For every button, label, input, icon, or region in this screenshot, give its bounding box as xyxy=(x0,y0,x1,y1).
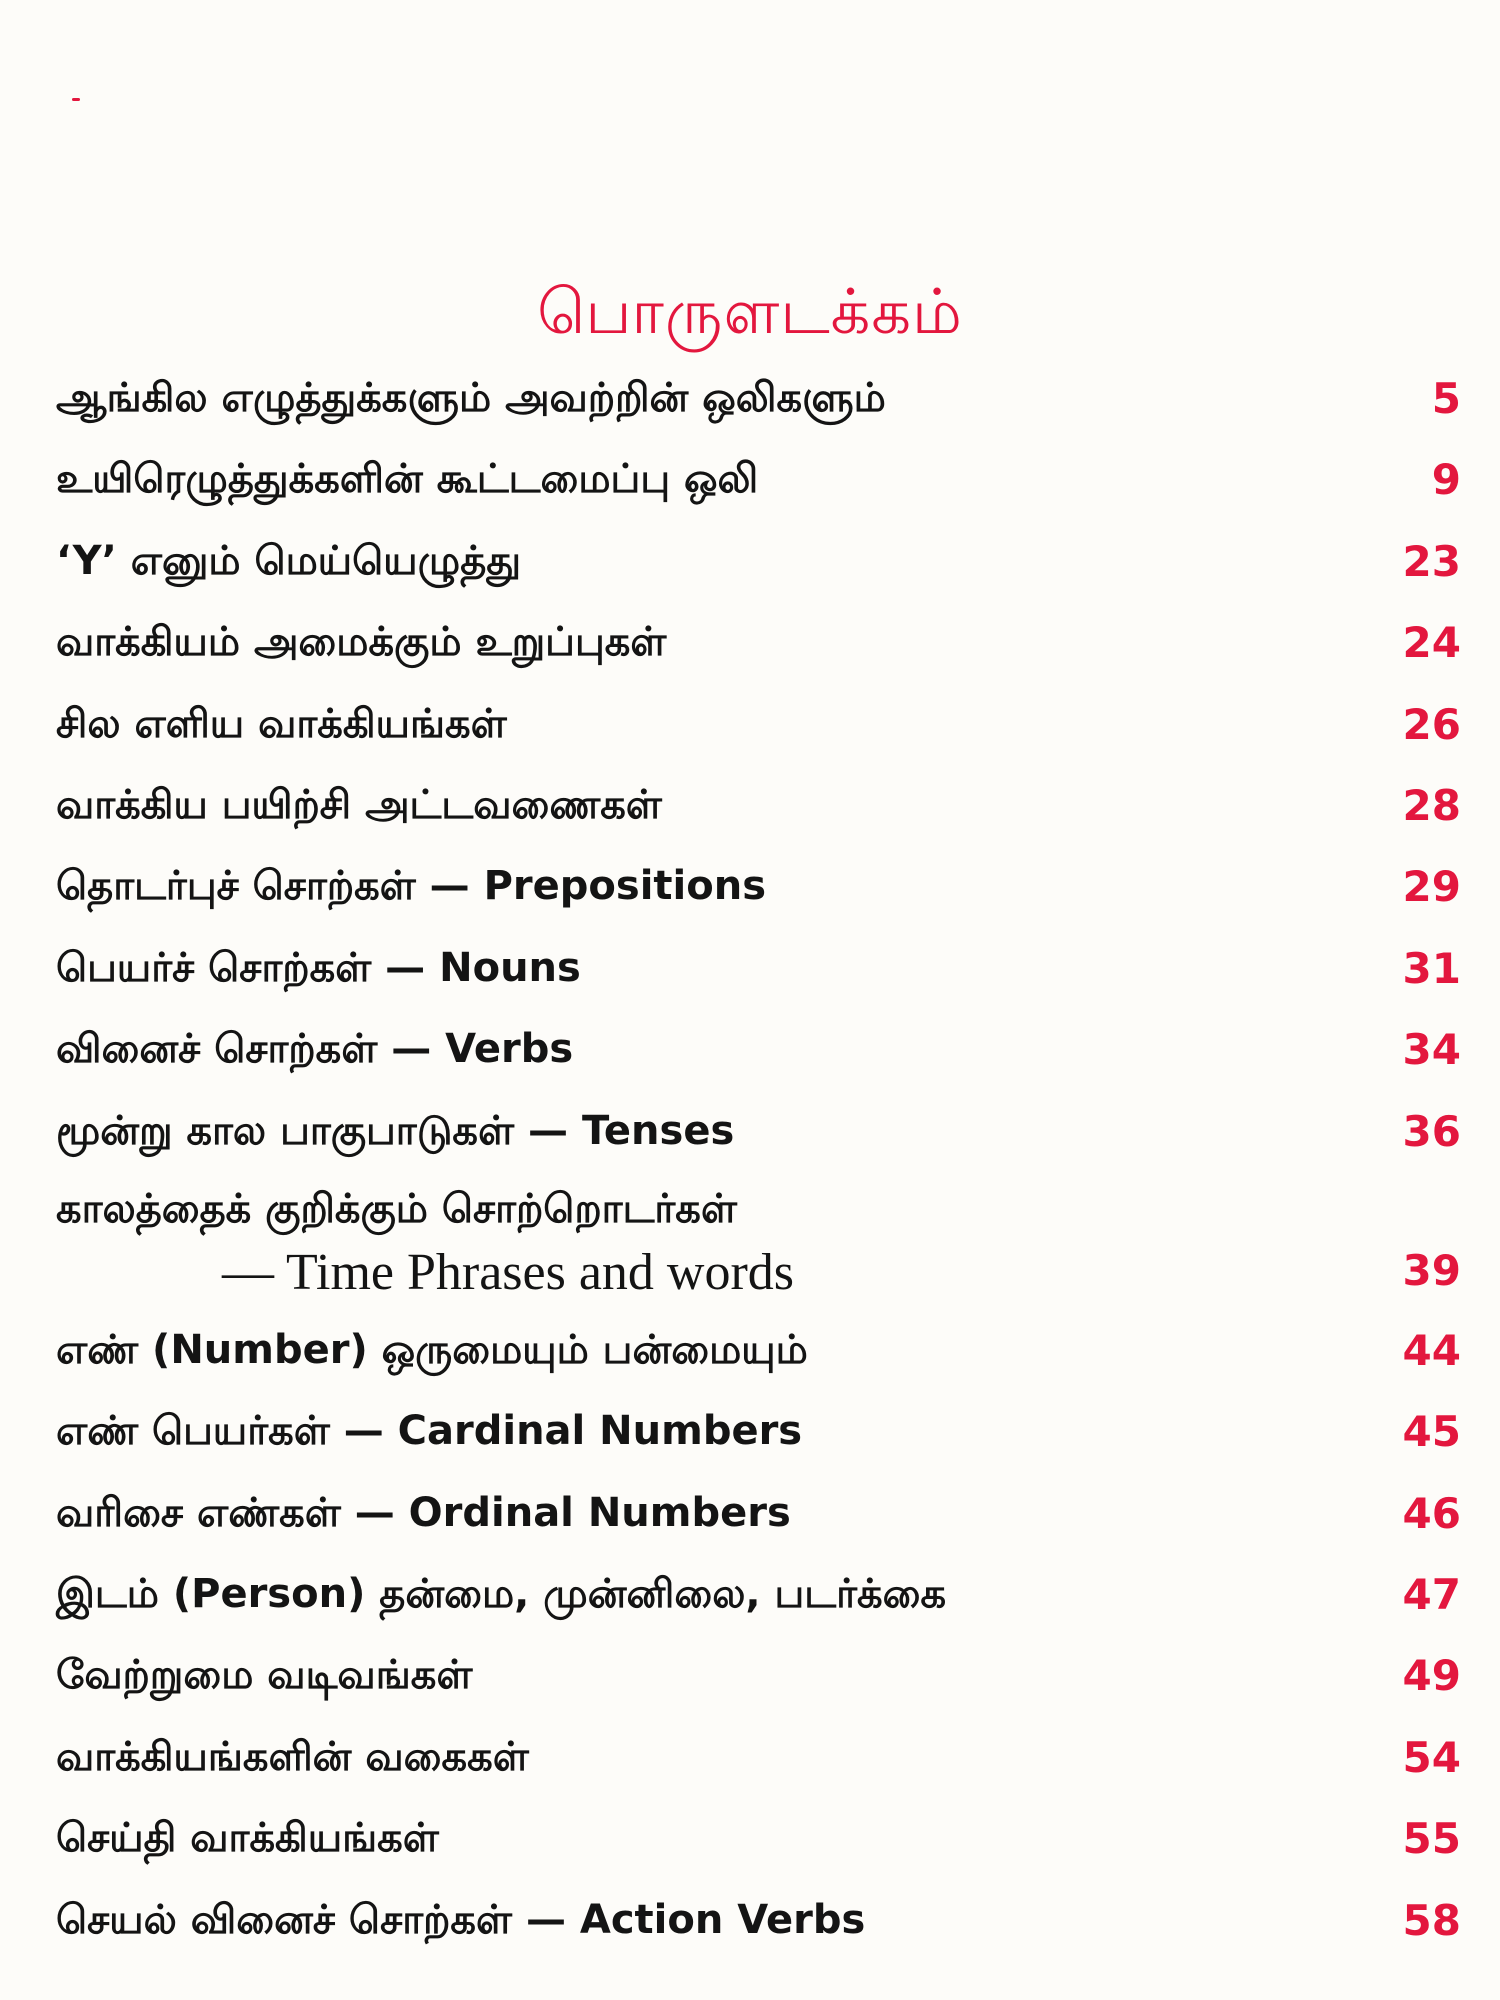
toc-entry-title xyxy=(56,1473,1276,1554)
red-ink-speck xyxy=(72,98,80,101)
toc-entry-page-number: 47 xyxy=(1402,1570,1461,1620)
toc-entry xyxy=(56,1473,1461,1554)
toc-entry-title-line: வினைச் சொற்கள் — Verbs xyxy=(56,1026,574,1073)
toc-entry xyxy=(56,684,1461,765)
toc-entry-title-line: சில எளிய வாக்கியங்கள் xyxy=(56,700,507,747)
toc-entry xyxy=(56,602,1461,683)
toc-entry-page-number: 24 xyxy=(1402,618,1461,668)
toc-entry-title xyxy=(56,765,1276,846)
toc-entry-title-line: பெயர்ச் சொற்கள் — Nouns xyxy=(56,944,581,991)
toc-entry-title xyxy=(56,358,1276,439)
toc-entry-title-line: இடம் (Person) தன்மை, முன்னிலை, படர்க்கை xyxy=(56,1571,947,1618)
toc-entry-title xyxy=(56,1310,1276,1391)
toc-entry-title-line: வேற்றுமை வடிவங்கள் xyxy=(56,1652,473,1699)
toc-entry-title xyxy=(56,1180,1276,1308)
toc-entry-page-number: 49 xyxy=(1402,1651,1461,1701)
toc-entry xyxy=(56,765,1461,846)
toc-entry-page-number: 23 xyxy=(1402,536,1461,586)
toc-entry-page-number: 58 xyxy=(1402,1895,1461,1945)
toc-entry-title xyxy=(56,521,1276,602)
toc-entry-title-line: ஆங்கில எழுத்துக்களும் அவற்றின் ஒலிகளும் xyxy=(56,375,886,421)
table-of-contents xyxy=(56,358,1461,1961)
toc-entry-title-line: வாக்கிய பயிற்சி அட்டவணைகள் xyxy=(56,781,662,828)
toc-entry xyxy=(56,439,1461,520)
toc-entry-page-number: 46 xyxy=(1402,1488,1461,1538)
toc-entry xyxy=(56,1717,1461,1798)
toc-entry-title-line: செயல் வினைச் சொற்கள் — Action Verbs xyxy=(56,1896,866,1943)
toc-entry xyxy=(56,1391,1461,1472)
toc-entry-page-number: 28 xyxy=(1402,780,1461,830)
toc-entry xyxy=(56,1798,1461,1879)
toc-entry-title-line: காலத்தைக் குறிக்கும் சொற்றொடர்கள் xyxy=(56,1185,737,1232)
toc-entry-title xyxy=(56,928,1276,1009)
page-title: பொருளடக்கம் xyxy=(537,275,963,348)
toc-entry-title-line: எண் பெயர்கள் — Cardinal Numbers xyxy=(56,1408,803,1455)
toc-entry-title xyxy=(56,1554,1276,1635)
toc-entry-page-number: 44 xyxy=(1402,1325,1461,1375)
toc-entry-title-line: வாக்கியம் அமைக்கும் உறுப்புகள் xyxy=(56,619,667,666)
toc-entry-title-line: மூன்று கால பாகுபாடுகள் — Tenses xyxy=(56,1107,735,1154)
toc-entry-page-number: 31 xyxy=(1402,943,1461,993)
toc-entry-page-number: 39 xyxy=(1402,1245,1461,1295)
toc-entry-page-number: 54 xyxy=(1402,1732,1461,1782)
toc-entry-title-line: வரிசை எண்கள் — Ordinal Numbers xyxy=(56,1489,791,1536)
toc-entry-page-number: 55 xyxy=(1402,1814,1461,1864)
toc-entry-page-number: 45 xyxy=(1402,1407,1461,1457)
toc-entry xyxy=(56,1880,1461,1961)
toc-entry xyxy=(56,846,1461,927)
toc-entry-title-line: ‘Y’ எனும் மெய்யெழுத்து xyxy=(56,537,521,584)
toc-entry xyxy=(56,1554,1461,1635)
toc-entry xyxy=(56,1172,1461,1310)
toc-entry xyxy=(56,928,1461,1009)
toc-entry-page-number: 29 xyxy=(1402,862,1461,912)
toc-entry-title xyxy=(56,846,1276,927)
toc-entry-title xyxy=(56,1009,1276,1090)
toc-entry xyxy=(56,1635,1461,1716)
toc-entry-page-number: 9 xyxy=(1431,455,1461,505)
toc-entry-title xyxy=(56,1091,1276,1172)
toc-entry xyxy=(56,1009,1461,1090)
toc-entry-title xyxy=(56,1798,1276,1879)
toc-entry-page-number: 36 xyxy=(1402,1106,1461,1156)
toc-entry-title-line: உயிரெழுத்துக்களின் கூட்டமைப்பு ஒலி xyxy=(56,456,759,503)
toc-entry-title xyxy=(56,1635,1276,1716)
toc-entry xyxy=(56,358,1461,439)
toc-entry-title-line: தொடர்புச் சொற்கள் — Prepositions xyxy=(56,863,766,910)
toc-entry-title xyxy=(56,684,1276,765)
toc-entry-title-line: எண் (Number) ஒருமையும் பன்மையும் xyxy=(56,1326,808,1373)
toc-entry-title xyxy=(56,1880,1276,1961)
toc-entry xyxy=(56,1091,1461,1172)
toc-entry xyxy=(56,521,1461,602)
toc-entry-title xyxy=(56,1717,1276,1798)
toc-entry-title-line: வாக்கியங்களின் வகைகள் xyxy=(56,1733,529,1780)
toc-entry-title xyxy=(56,439,1276,520)
toc-entry-title xyxy=(56,1391,1276,1472)
toc-entry-page-number: 26 xyxy=(1402,699,1461,749)
toc-entry xyxy=(56,1310,1461,1391)
toc-entry-page-number: 5 xyxy=(1431,374,1461,423)
toc-entry-title-line: செய்தி வாக்கியங்கள் xyxy=(56,1815,439,1862)
toc-entry-page-number: 34 xyxy=(1402,1025,1461,1075)
toc-entry-title-continuation: — Time Phrases and words xyxy=(222,1243,795,1301)
toc-entry-title xyxy=(56,602,1276,683)
